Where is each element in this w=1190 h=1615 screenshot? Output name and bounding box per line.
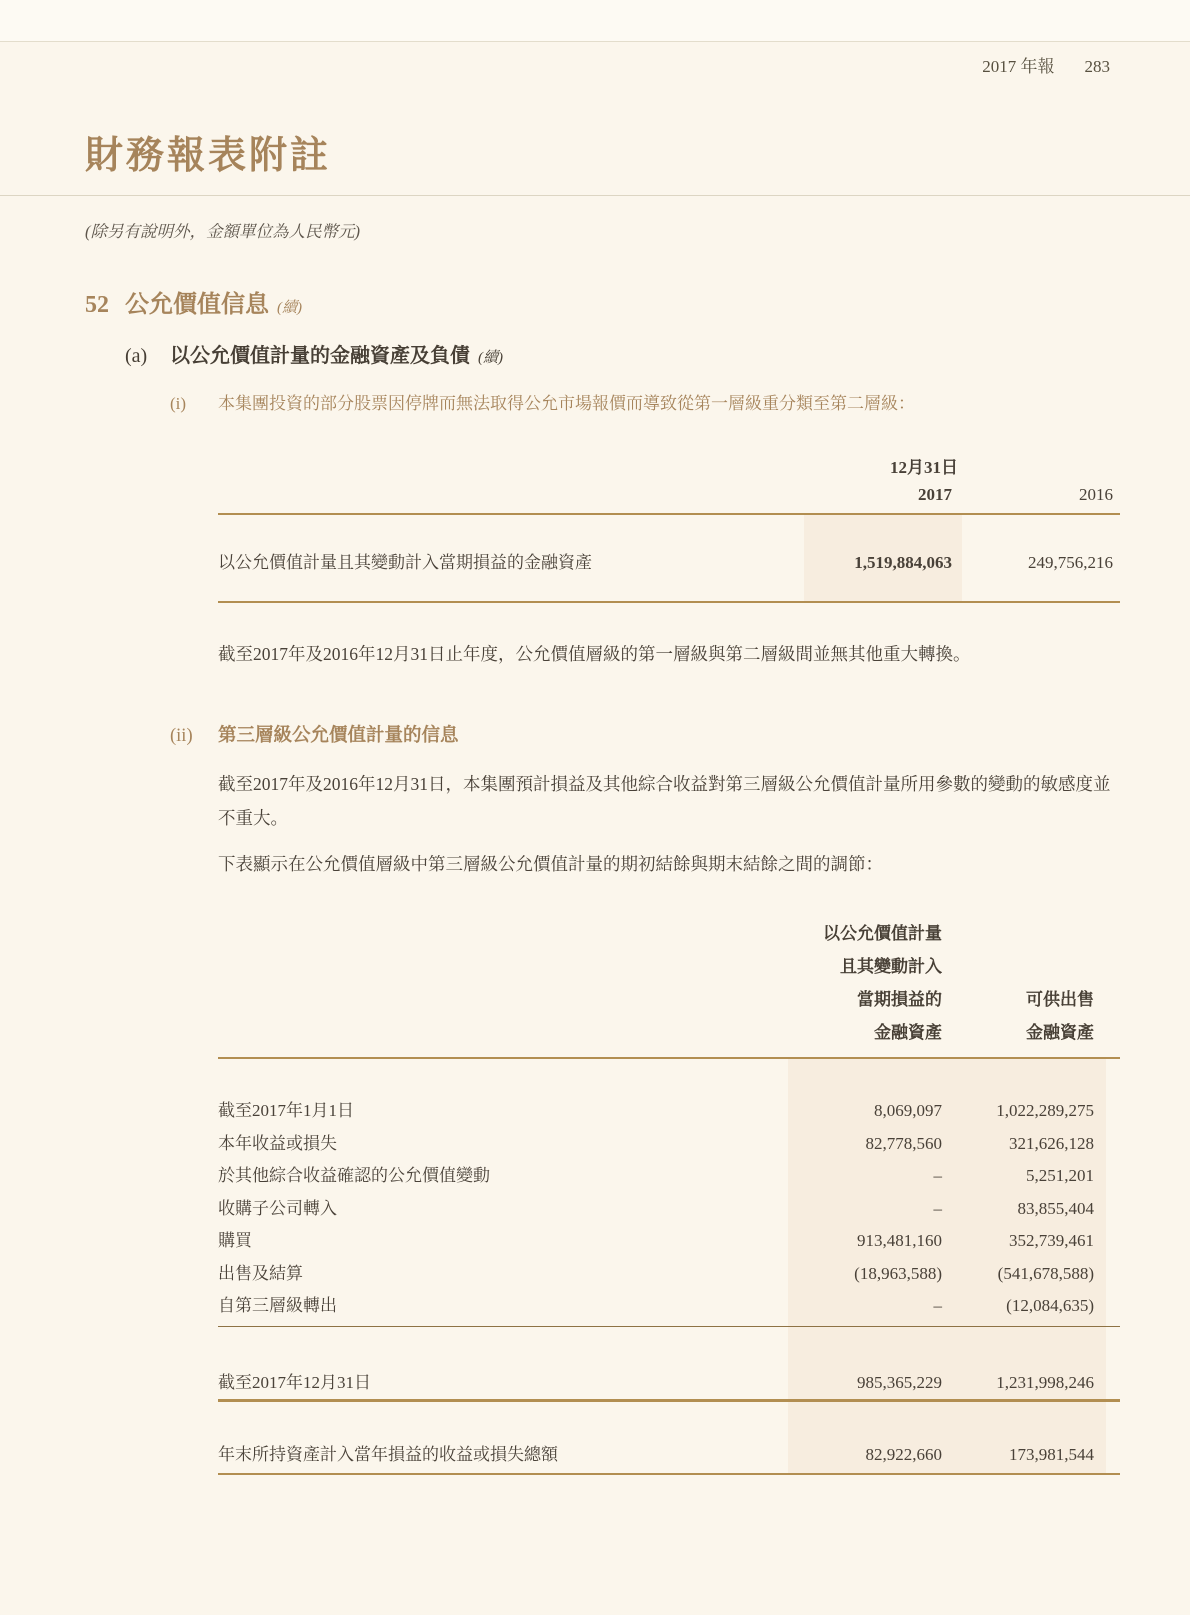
row-fvtpl-value: 913,481,160 [857,1231,942,1251]
section-number: 52 [85,292,109,318]
row-fvtpl-value: – [933,1198,942,1218]
final-afs-value: 173,981,544 [1009,1445,1094,1465]
table1-date-header: 12月31日 [890,458,958,478]
item-ii-heading [170,721,1190,747]
title-divider [0,195,1190,196]
row-label: 收購子公司轉入 [218,1198,337,1218]
row-label: 出售及結算 [218,1263,303,1283]
table-row [218,1290,1120,1323]
table-row [218,1128,1120,1161]
row-afs-value: 321,626,128 [1009,1133,1094,1153]
table2-col1-header-line2: 且其變動計入 [840,957,942,977]
item-ii-paragraph-1: 截至2017年及2016年12月31日，本集團預計損益及其他綜合收益對第三層級公允價值計量所用參數的變動的敏感度並不重大。 [218,774,1111,829]
report-year-label: 2017 年報 [982,57,1055,76]
section-52-heading [85,284,1190,319]
item-ii-label: (ii) [170,726,193,747]
total-afs-value: 1,231,998,246 [996,1372,1094,1392]
table1-year-header-row [218,485,1120,513]
table-row [218,551,1120,575]
total-fvtpl-value: 985,365,229 [857,1372,942,1392]
final-fvtpl-value: 82,922,660 [865,1445,942,1465]
top-band [0,0,1190,42]
table1-year-2016: 2016 [1079,485,1113,505]
table1-value-2016: 249,756,216 [1028,553,1113,573]
table2-col1-header-line4: 金融資產 [874,1023,942,1043]
subsection-a-continued: (續) [478,350,503,366]
row-label: 截至2017年1月1日 [218,1101,354,1121]
row-label: 於其他綜合收益確認的公允價值變動 [218,1166,490,1186]
row-afs-value: (541,678,588) [997,1263,1094,1283]
document-subtitle: (除另有說明外，金額單位為人民幣元) [85,222,360,241]
table1-row-label: 以公允價值計量且其變動計入當期損益的金融資產 [218,553,592,573]
final-row-label: 年末所持資產計入當年損益的收益或損失總額 [218,1445,558,1465]
table-row [218,1193,1120,1226]
row-label: 自第三層級轉出 [218,1296,337,1316]
document-title: 財務報表附註 [85,135,332,177]
page-number: 283 [1084,57,1110,76]
table2-body [218,1057,1120,1475]
row-fvtpl-value: 8,069,097 [874,1101,942,1121]
row-label: 本年收益或損失 [218,1133,337,1153]
item-i-label: (i) [170,394,187,413]
table-final-row [218,1402,1120,1472]
table1-date-header-row [218,453,1120,478]
transfer-note-paragraph: 截至2017年及2016年12月31日止年度，公允價值層級的第一層級與第二層級間並無其他重大轉換。 [218,644,971,665]
subsection-a-title: 以公允價值計量的金融資產及負債 [170,345,470,367]
row-afs-value: 83,855,404 [1017,1198,1094,1218]
table2-col2-header [950,983,1120,1049]
subsection-a-heading [125,339,1190,368]
table1-body [218,513,1120,603]
table-total-row [218,1327,1120,1400]
item-ii-paragraph-2: 下表顯示在公允價值層級中第三層級公允價值計量的期初結餘與期末結餘之間的調節： [218,854,883,875]
running-header [0,52,1190,77]
subsection-a-label: (a) [125,345,148,367]
item-ii-title: 第三層級公允價值計量的信息 [218,726,459,747]
item-i-paragraph [170,390,1190,417]
row-afs-value: 1,022,289,275 [996,1101,1094,1121]
row-fvtpl-value: (18,963,588) [854,1263,942,1283]
item-i-text: 本集團投資的部分股票因停牌而無法取得公允市場報價而導致從第一層級重分類至第二層級： [218,394,915,413]
table-row [218,1225,1120,1258]
row-fvtpl-value: – [933,1166,942,1186]
reclassification-table [218,453,1120,603]
table2-col2-header-line2: 金融資產 [1026,1023,1094,1043]
section-title: 公允價值信息 [125,292,269,318]
table2-col2-header-line1: 可供出售 [1026,990,1094,1010]
table1-value-2017: 1,519,884,063 [854,553,952,573]
row-fvtpl-value: 82,778,560 [865,1133,942,1153]
table2-header-row [218,917,1120,1057]
table2-col1-header-line3: 當期損益的 [857,990,942,1010]
table-row [218,1160,1120,1193]
row-afs-value: 352,739,461 [1009,1231,1094,1251]
level3-reconciliation-table [218,917,1120,1475]
table1-year-2017: 2017 [918,485,952,505]
table2-col1-header [788,917,950,1049]
table2-col1-header-line1: 以公允價值計量 [823,924,942,944]
row-afs-value: (12,084,635) [1006,1296,1094,1316]
row-afs-value: 5,251,201 [1026,1166,1094,1186]
row-label: 購買 [218,1231,252,1251]
table-row [218,1258,1120,1291]
row-fvtpl-value: – [933,1296,942,1316]
total-row-label: 截至2017年12月31日 [218,1372,371,1392]
section-continued: (續) [277,300,302,316]
table-row [218,1095,1120,1128]
